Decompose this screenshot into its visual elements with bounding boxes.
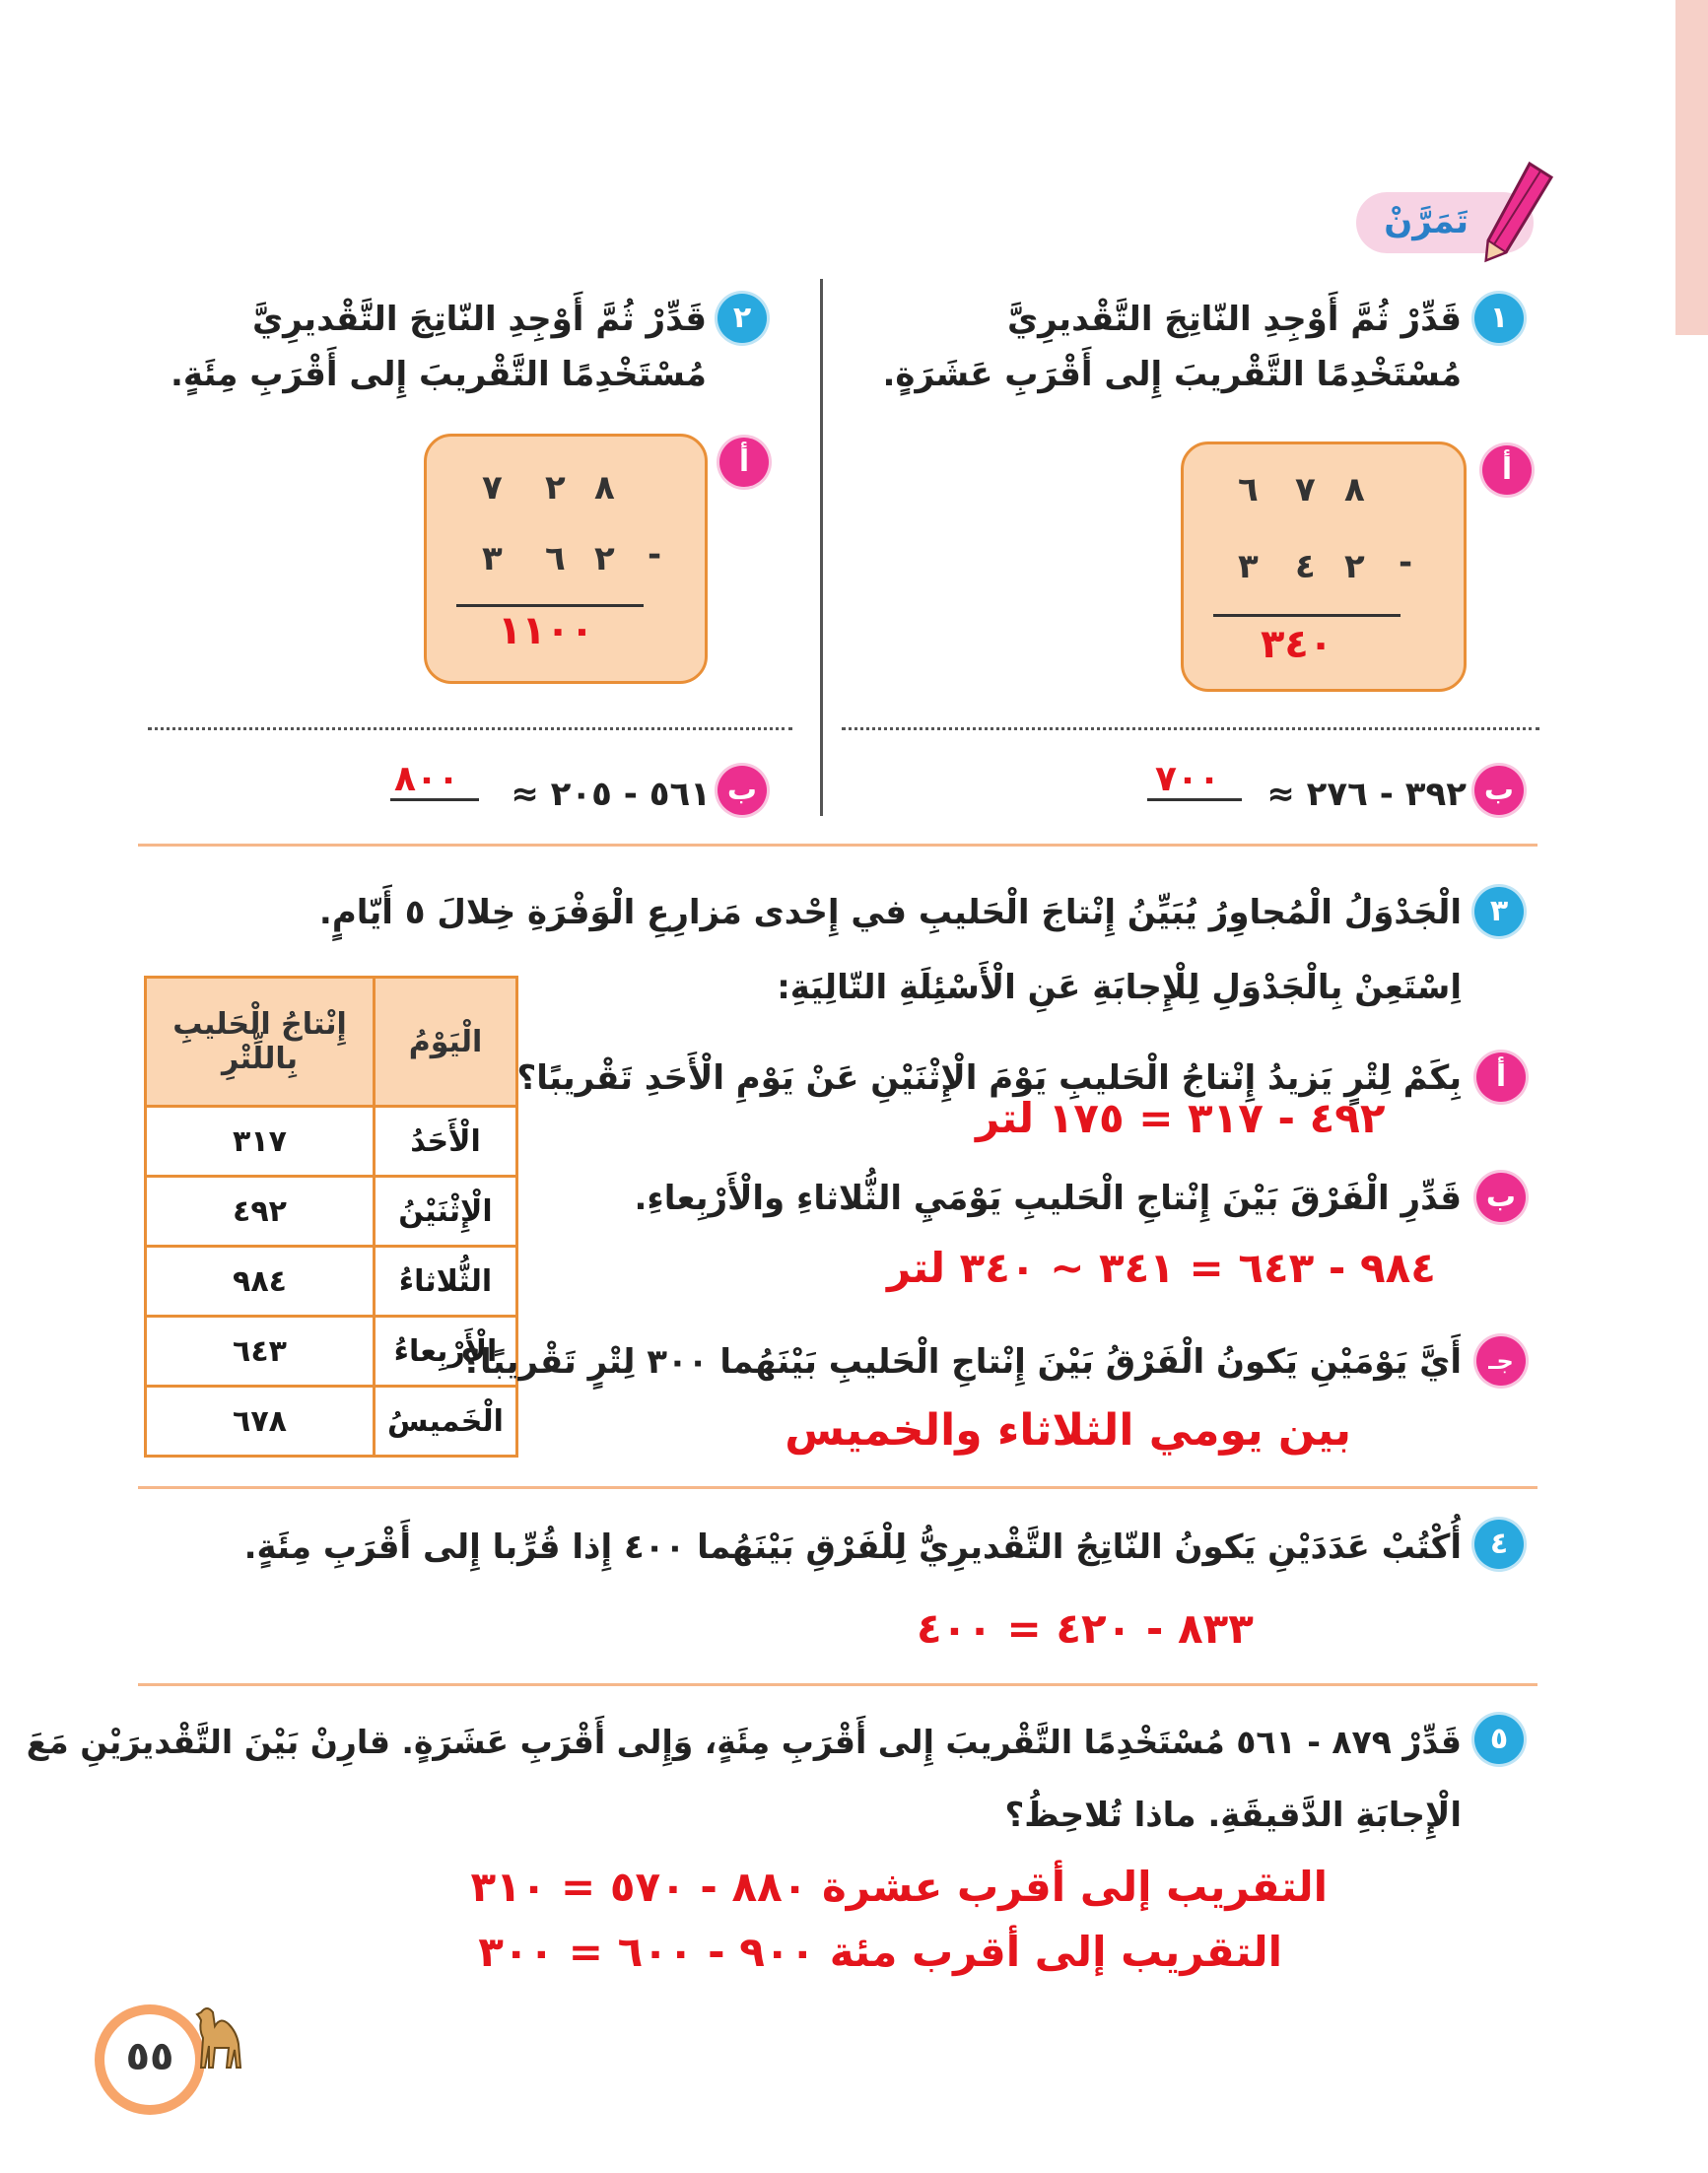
- q1-dotted-line: [842, 727, 1539, 730]
- side-tab: [1675, 0, 1708, 335]
- q2-a-bottom-tens: ٦: [545, 539, 566, 578]
- q5-text-line2: الْإِجابَةِ الدَّقيقَةِ. ماذا تُلاحِظُ؟: [1004, 1796, 1462, 1835]
- q1-a-result-line: [1213, 614, 1401, 617]
- q3-c-question: أَيَّ يَوْمَيْنِ يَكونُ الْفَرْقُ بَيْنَ إِنْتاجِ الْحَليبِ بَيْنَهُما ٣٠٠ لِتْرٍ تَقْريبًا؟: [460, 1342, 1462, 1382]
- q1-number-badge: ١: [1474, 294, 1524, 343]
- page-number: ٥٥: [125, 2034, 174, 2079]
- q2-text-line1: قَدِّرْ ثُمَّ أَوْجِدِ النّاتِجَ التَّقْديرِيَّ: [251, 300, 707, 339]
- q2-a-box: [424, 434, 708, 684]
- q5-answer-line2: التقريب إلى أقرب مئة ٩٠٠ - ٦٠٠ = ٣٠٠: [478, 1928, 1282, 1976]
- q1-a-box: [1181, 441, 1467, 692]
- q5-answer-line1: التقريب إلى أقرب عشرة ٨٨٠ - ٥٧٠ = ٣١٠: [470, 1863, 1328, 1911]
- table-cell-milk: ٦٧٨: [146, 1387, 375, 1457]
- table-cell-day: الْأَرْبِعاءُ: [375, 1317, 517, 1387]
- q3-number-badge: ٣: [1474, 887, 1524, 936]
- table-cell-milk: ٤٩٢: [146, 1177, 375, 1247]
- q2-a-top-tens: ٢: [545, 468, 566, 508]
- q1-a-bottom-tens: ٤: [1295, 547, 1316, 586]
- q3-a-answer: ٤٩٢ - ٣١٧ = ١٧٥ لتر: [976, 1094, 1386, 1142]
- q1-a-minus-sign: -: [1399, 543, 1413, 582]
- q3-a-question: بِكَمْ لِتْرٍ يَزيدُ إِنْتاجُ الْحَليبِ يَوْمَ الْإِثْنَيْنِ عَنْ يَوْمِ الْأَحَدِ تَقْريبًا؟: [516, 1058, 1462, 1098]
- q3-b-badge: ب: [1476, 1173, 1526, 1222]
- table-header-milk: إِنْتاجُ الْحَليبِ بِاللِّتْرِ: [146, 978, 375, 1107]
- q1-a-top-hundreds: ٨: [1344, 470, 1365, 509]
- q1-a-bottom-ones: ٣: [1238, 547, 1259, 586]
- table-row: [146, 1177, 517, 1247]
- practice-label: تَمَرَّنْ: [1384, 202, 1469, 241]
- column-divider: [820, 279, 823, 816]
- q2-a-badge: أ: [719, 438, 769, 487]
- table-cell-milk: ٩٨٤: [146, 1247, 375, 1317]
- table-cell-day: الْإِثْنَيْنُ: [375, 1177, 517, 1247]
- q1-a-answer: ٣٤٠: [1261, 622, 1333, 667]
- separator-2: [138, 1486, 1537, 1489]
- q2-a-minus-sign: -: [648, 535, 662, 575]
- q1-b-expression: ٣٩٢ - ٢٧٦ ≈: [1266, 775, 1467, 814]
- q2-a-top-hundreds: ٨: [594, 468, 615, 508]
- q1-b-answer: ٧٠٠: [1155, 759, 1220, 799]
- q2-number-badge: ٢: [717, 294, 767, 343]
- table-row: [146, 1247, 517, 1317]
- q1-a-bottom-hundreds: ٢: [1344, 547, 1365, 586]
- q2-b-expression: ٥٦١ - ٢٠٥ ≈: [511, 775, 711, 814]
- q1-a-badge: أ: [1482, 445, 1532, 495]
- milk-production-table: [144, 976, 518, 1458]
- q1-a-top-tens: ٧: [1295, 470, 1316, 509]
- table-row: [146, 1107, 517, 1177]
- q2-b-badge: ب: [717, 766, 767, 815]
- separator-1: [138, 844, 1537, 847]
- table-header-day: الْيَوْمُ: [375, 978, 517, 1107]
- q4-number-badge: ٤: [1474, 1520, 1524, 1569]
- q2-a-result-line: [456, 604, 644, 607]
- q1-text-line1: قَدِّرْ ثُمَّ أَوْجِدِ النّاتِجَ التَّقْديرِيَّ: [1006, 300, 1462, 339]
- separator-3: [138, 1683, 1537, 1686]
- q2-a-bottom-hundreds: ٢: [594, 539, 615, 578]
- q3-text-line2: اِسْتَعِنْ بِالْجَدْوَلِ لِلْإِجابَةِ عَنِ الْأَسْئِلَةِ التّالِيَةِ:: [777, 968, 1462, 1007]
- q2-a-answer: ١١٠٠: [498, 608, 594, 653]
- q2-text-line2: مُسْتَخْدِمًا التَّقْريبَ إِلى أَقْرَبِ مِئَةٍ.: [170, 355, 707, 394]
- q3-c-answer: بين يومي الثلاثاء والخميس: [785, 1405, 1351, 1456]
- table-cell-day: الثُّلاثاءُ: [375, 1247, 517, 1317]
- pencil-icon: [1478, 158, 1557, 266]
- q1-b-badge: ب: [1474, 766, 1524, 815]
- table-cell-milk: ٣١٧: [146, 1107, 375, 1177]
- q3-b-answer: ٩٨٤ - ٦٤٣ = ٣٤١ ~ ٣٤٠ لتر: [887, 1244, 1436, 1292]
- q1-b-answer-slot: [1147, 759, 1242, 801]
- q1-a-top-ones: ٦: [1238, 470, 1259, 509]
- q2-a-top-ones: ٧: [482, 468, 503, 508]
- q5-number-badge: ٥: [1474, 1715, 1524, 1764]
- camel-icon: [187, 2003, 246, 2097]
- table-row: [146, 1387, 517, 1457]
- q3-b-question: قَدِّرِ الْفَرْقَ بَيْنَ إِنْتاجِ الْحَليبِ يَوْمَيِ الثُّلاثاءِ والْأَرْبِعاءِ.: [634, 1179, 1462, 1218]
- table-cell-day: الْأَحَدُ: [375, 1107, 517, 1177]
- q3-text-line1: الْجَدْوَلُ الْمُجاوِرُ يُبَيِّنُ إِنْتاجَ الْحَليبِ في إِحْدى مَزارِعِ الْوَفْرَةِ خِلالَ ٥ أَيّامٍ.: [318, 893, 1462, 932]
- q2-dotted-line: [148, 727, 792, 730]
- q3-c-badge: جـ: [1476, 1336, 1526, 1386]
- q4-answer: ٨٣٣ - ٤٢٠ = ٤٠٠: [917, 1604, 1254, 1653]
- q2-b-answer: ٨٠٠: [394, 759, 459, 799]
- q5-text-line1: قَدِّرْ ٨٧٩ - ٥٦١ مُسْتَخْدِمًا التَّقْريبَ إِلى أَقْرَبِ مِئَةٍ، وَإِلى أَقْرَبِ عَشَرَةٍ. قارِنْ بَيْنَ التَّقْديرَيْنِ مَعَ: [26, 1723, 1462, 1761]
- q2-a-bottom-ones: ٣: [482, 539, 503, 578]
- table-cell-milk: ٦٤٣: [146, 1317, 375, 1387]
- q1-text-line2: مُسْتَخْدِمًا التَّقْريبَ إِلى أَقْرَبِ عَشَرَةٍ.: [882, 355, 1462, 394]
- q3-a-badge: أ: [1476, 1053, 1526, 1102]
- q2-b-answer-slot: [390, 759, 479, 801]
- q4-text: أُكْتُبْ عَدَدَيْنِ يَكونُ النّاتِجُ التَّقْديرِيُّ لِلْفَرْقِ بَيْنَهُما ٤٠٠ إِذا قُرِّبا إِلى أَقْرَبِ مِئَةٍ.: [243, 1528, 1462, 1567]
- table-cell-day: الْخَميسُ: [375, 1387, 517, 1457]
